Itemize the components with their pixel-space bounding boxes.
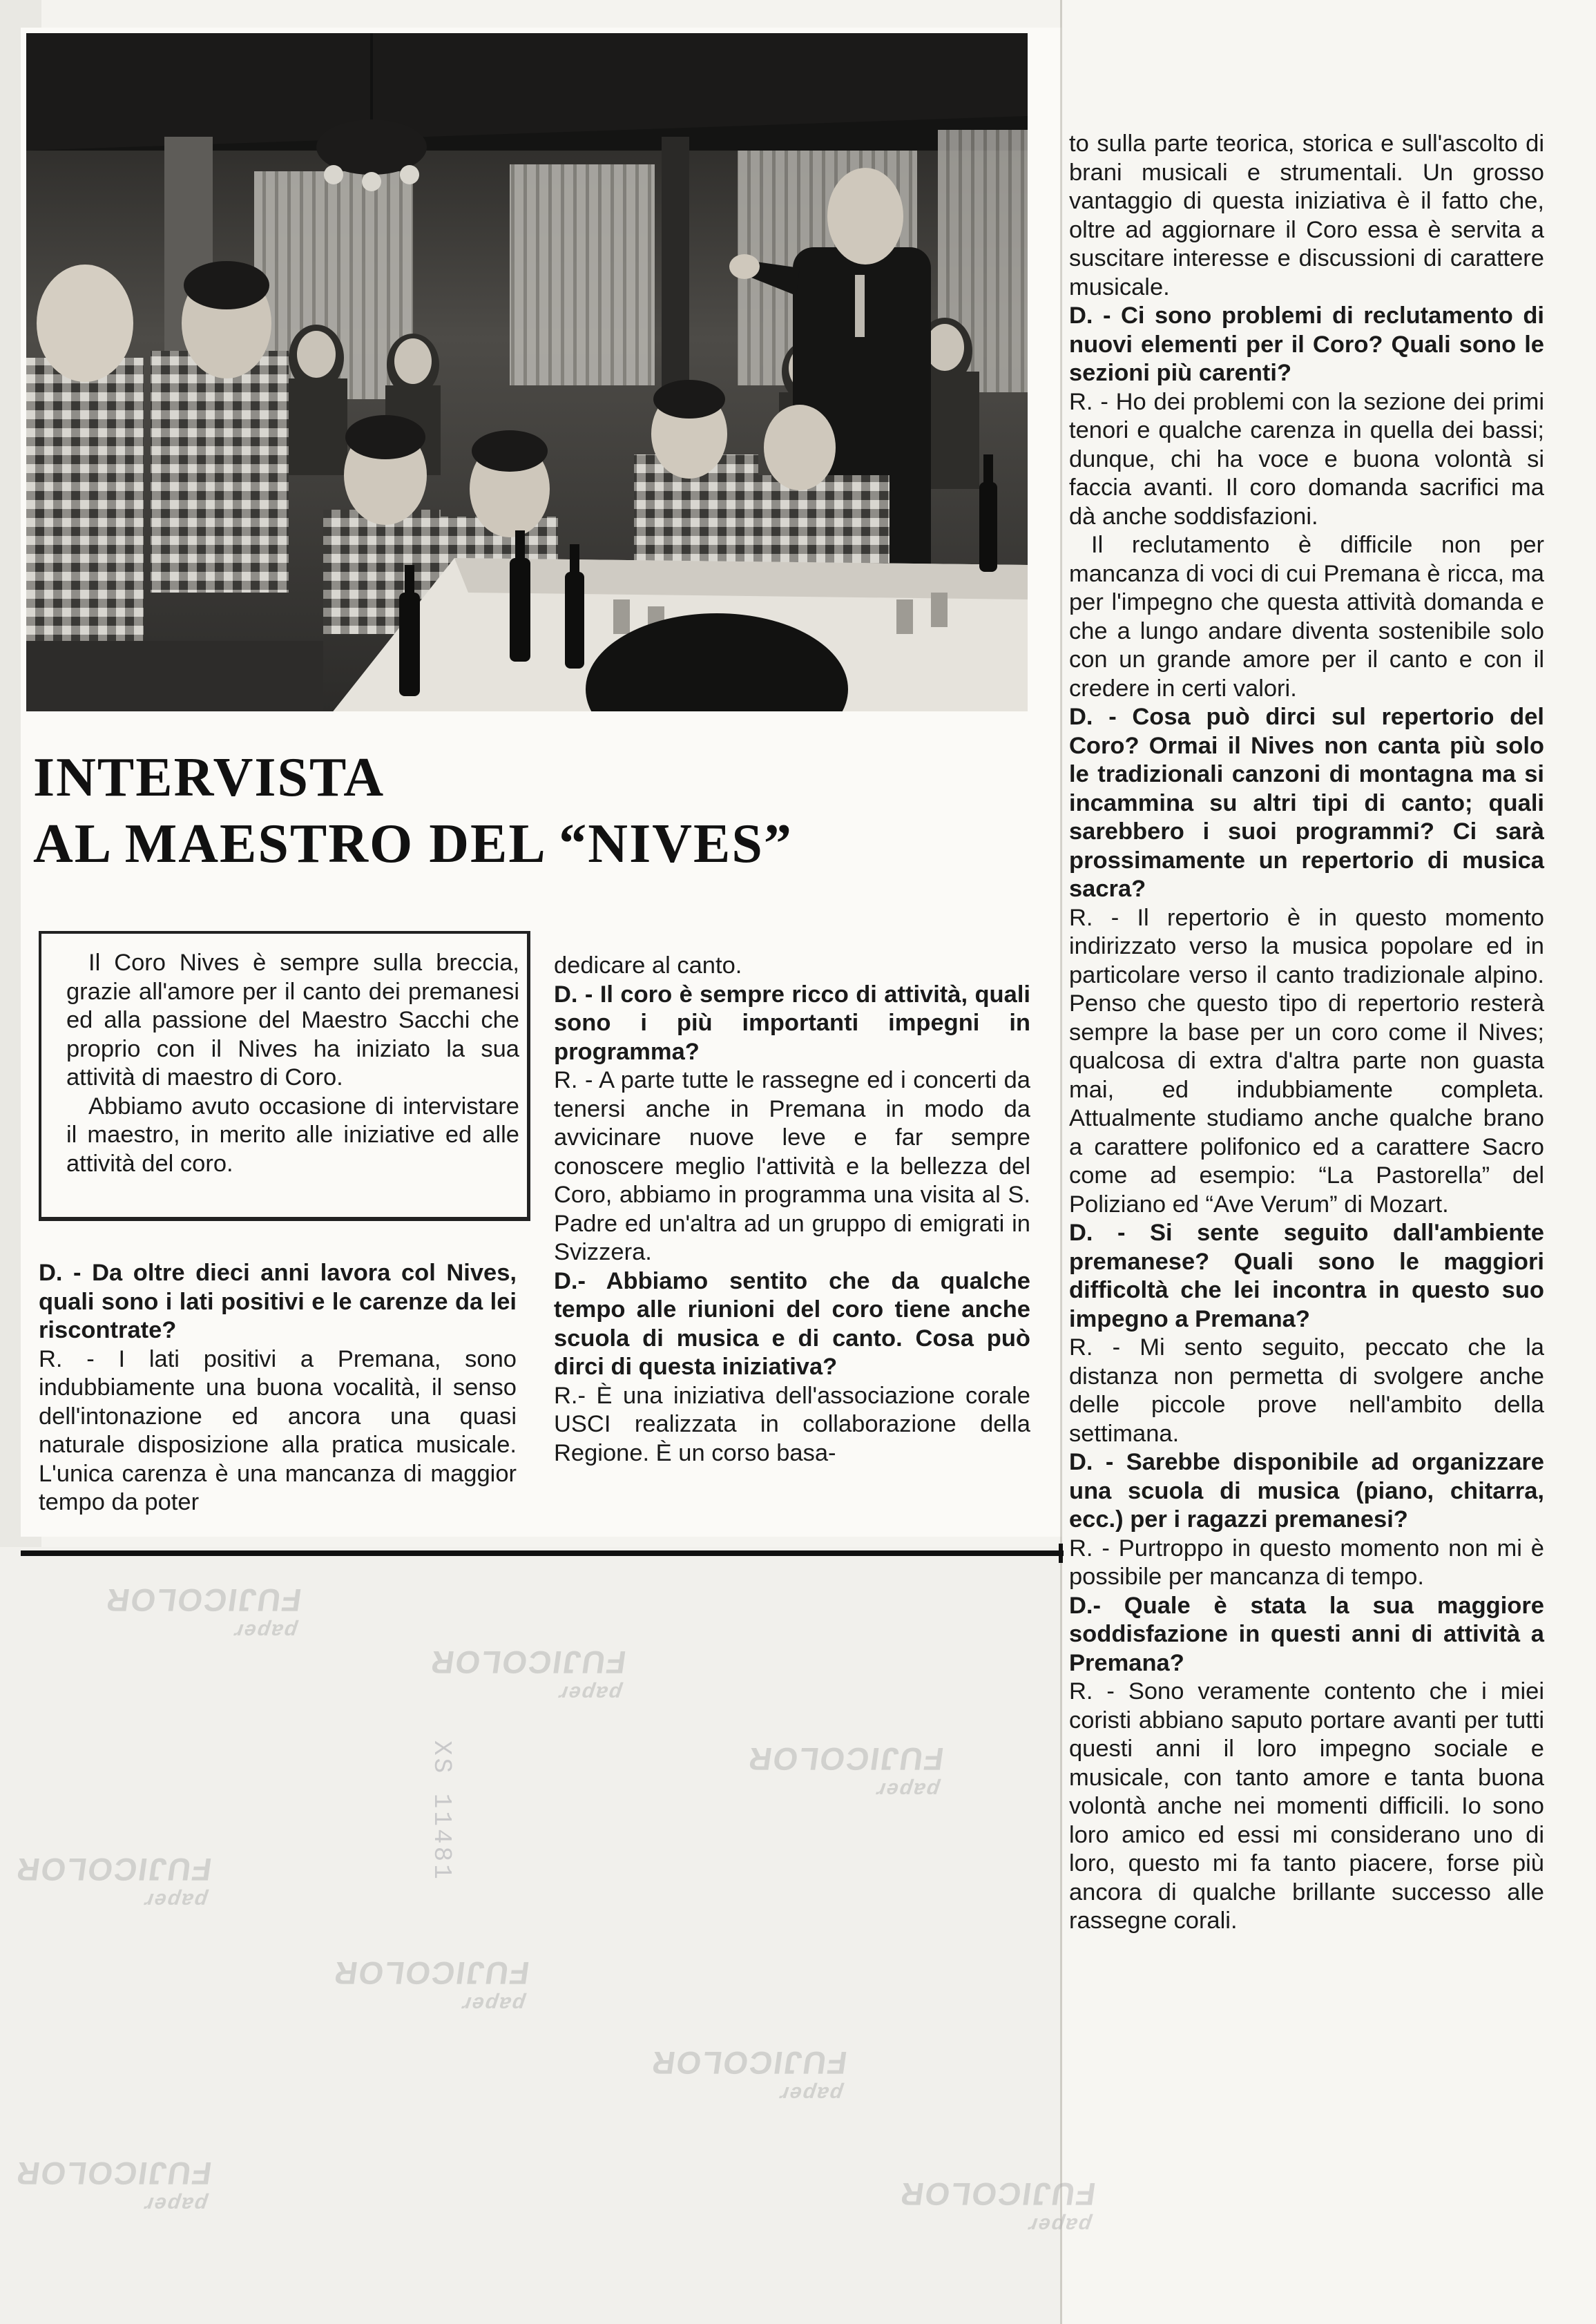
fujicolor-stamp: paper FUJICOLOR	[744, 1741, 946, 1801]
question-1: D. - Da oltre dieci anni lavora col Nives, quali sono i lati positivi e le carenze da lei riscontrate?	[39, 1260, 517, 1343]
fujicolor-stamp: paper FUJICOLOR	[896, 2176, 1098, 2236]
question-7: D. - Sarebbe disponibile ad organizzare una scuola di musica (piano, chitarra, ecc.) per i ragazzi premanesi?	[1069, 1449, 1544, 1533]
middle-column	[554, 952, 1030, 1468]
question-5: D. - Cosa può dirci sul repertorio del Coro? Ormai il Nives non canta più solo le tradizionali canzoni di montagna ma si incammina su altri tipi di canto; quali sarebbero i suoi programmi? Ci sarà prossimamente un repertorio di musica sacra?	[1069, 704, 1544, 902]
answer-1-continuation: dedicare al canto.	[554, 952, 742, 979]
backprint-code: XS 11481	[427, 1740, 456, 1882]
intro-paragraph-1: Il Coro Nives è sempre sulla breccia, grazie all'amore per il canto dei premanesi ed alla passione del Maestro Sacchi che proprio con il Nives ha iniziato la sua attività di maestro di Coro.	[66, 950, 519, 1091]
headline-line-2: AL MAESTRO DEL “NIVES”	[33, 814, 793, 874]
answer-2: R. - A parte tutte le rassegne ed i concerti da tenersi anche in Premana in modo da avvicinare nuove leve e far sempre conoscere meglio l'attività e la bellezza del Coro, abbiamo in programma una visita al S. Padre ed un'altra ad un gruppo di emigrati in Svizzera.	[554, 1067, 1030, 1265]
fujicolor-stamp: paper FUJICOLOR	[427, 1644, 628, 1704]
right-column	[1069, 130, 1544, 1936]
fujicolor-stamp: paper FUJICOLOR	[102, 1582, 304, 1642]
photo-choir-dinner	[26, 33, 1028, 711]
choir-photo-image	[26, 33, 1028, 711]
question-2: D. - Il coro è sempre ricco di attività, quali sono i più importanti impegni in programma?	[554, 981, 1030, 1065]
answer-3: R.- È una iniziativa dell'associazione corale USCI realizzata in collaborazione della Regione. È un corso basa-	[554, 1382, 1030, 1466]
headline-line-1: INTERVISTA	[33, 747, 385, 808]
fujicolor-stamp: paper FUJICOLOR	[12, 2155, 214, 2216]
question-4: D. - Ci sono problemi di reclutamento di nuovi elementi per il Coro? Quali sono le sezioni più carenti?	[1069, 302, 1544, 386]
intro-paragraph-2: Abbiamo avuto occasione di intervistare il maestro, in merito alle iniziative ed alle attività del coro.	[66, 1093, 519, 1177]
answer-7: R. - Purtroppo in questo momento non mi è possibile per mancanza di tempo.	[1069, 1535, 1544, 1590]
answer-4-paragraph-2: Il reclutamento è difficile non per mancanza di voci di cui Premana è ricca, ma per l'impegno che questa attività domanda e che a lungo andare diventa sostenibile solo con un grande amore per il canto e con il credere in certi valori.	[1069, 532, 1544, 702]
bottom-rule	[21, 1550, 1064, 1556]
answer-6: R. - Mi sento seguito, peccato che la distanza non permetta di svolgere anche delle piccole prove nell'ambito della settimana.	[1069, 1334, 1544, 1447]
answer-3-continuation: to sulla parte teorica, storica e sull'ascolto di brani musicali e strumentali. Un grosso vantaggio di questa iniziativa è il fatto che, oltre ad aggiornare il Coro essa è servita a suscitare interesse e discussioni di carattere musicale.	[1069, 131, 1544, 300]
fujicolor-stamp: paper FUJICOLOR	[12, 1852, 214, 1912]
question-8: D.- Quale è stata la sua maggiore soddisfazione in questi anni di attività a Premana?	[1069, 1592, 1544, 1676]
article-headline	[33, 745, 1035, 877]
question-3: D.- Abbiamo sentito che da qualche tempo alle riunioni del coro tiene anche scuola di musica e di canto. Cosa può dirci di questa iniziativa?	[554, 1267, 1030, 1380]
left-column	[39, 1259, 517, 1517]
fujicolor-stamp: paper FUJICOLOR	[330, 1955, 532, 2015]
question-6: D. - Si sente seguito dall'ambiente premanese? Quali sono le maggiori difficoltà che lei incontra in questo suo impegno a Premana?	[1069, 1220, 1544, 1332]
answer-8: R. - Sono veramente contento che i miei coristi abbiano saputo portare avanti per tutti questi anni il loro impegno sociale e musicale, con tanto amore e tanta buona volontà anche nei momenti difficili. Io sono loro amico ed essi mi considerano uno di loro, questo mi fa tanto piacere, forse più ancora di qualche brillante successo alle rassegne corali.	[1069, 1678, 1544, 1934]
bottom-rule-tick	[1059, 1544, 1063, 1563]
fujicolor-stamp: paper FUJICOLOR	[648, 2045, 849, 2105]
answer-5: R. - Il repertorio è in questo momento indirizzato verso la musica popolare ed in particolare verso il canto tradizionale alpino. Penso che questo tipo di repertorio resterà sempre la base per un coro come il Nives; qualcosa di extra d'altra parte non guasta mai, ed indubbiamente completa. Attualmente studiamo anche qualche brano a carattere polifonico ed a carattere Sacro come ad esempio: “La Pastorella” del Poliziano ed “Ave Verum” di Mozart.	[1069, 904, 1544, 1218]
intro-text	[66, 949, 519, 1178]
answer-1: R. - I lati positivi a Premana, sono indubbiamente una buona vocalità, il senso dell'intonazione ed ancora una quasi naturale disposizione alla pratica musicale. L'unica carenza è una mancanza di maggior tempo da poter	[39, 1345, 517, 1515]
answer-4: R. - Ho dei problemi con la sezione dei primi tenori e qualche carenza in quella dei bassi; dunque, chi ha voce e buona volontà si faccia avanti. Il coro domanda sacrifici ma dà anche soddisfazioni.	[1069, 388, 1544, 530]
